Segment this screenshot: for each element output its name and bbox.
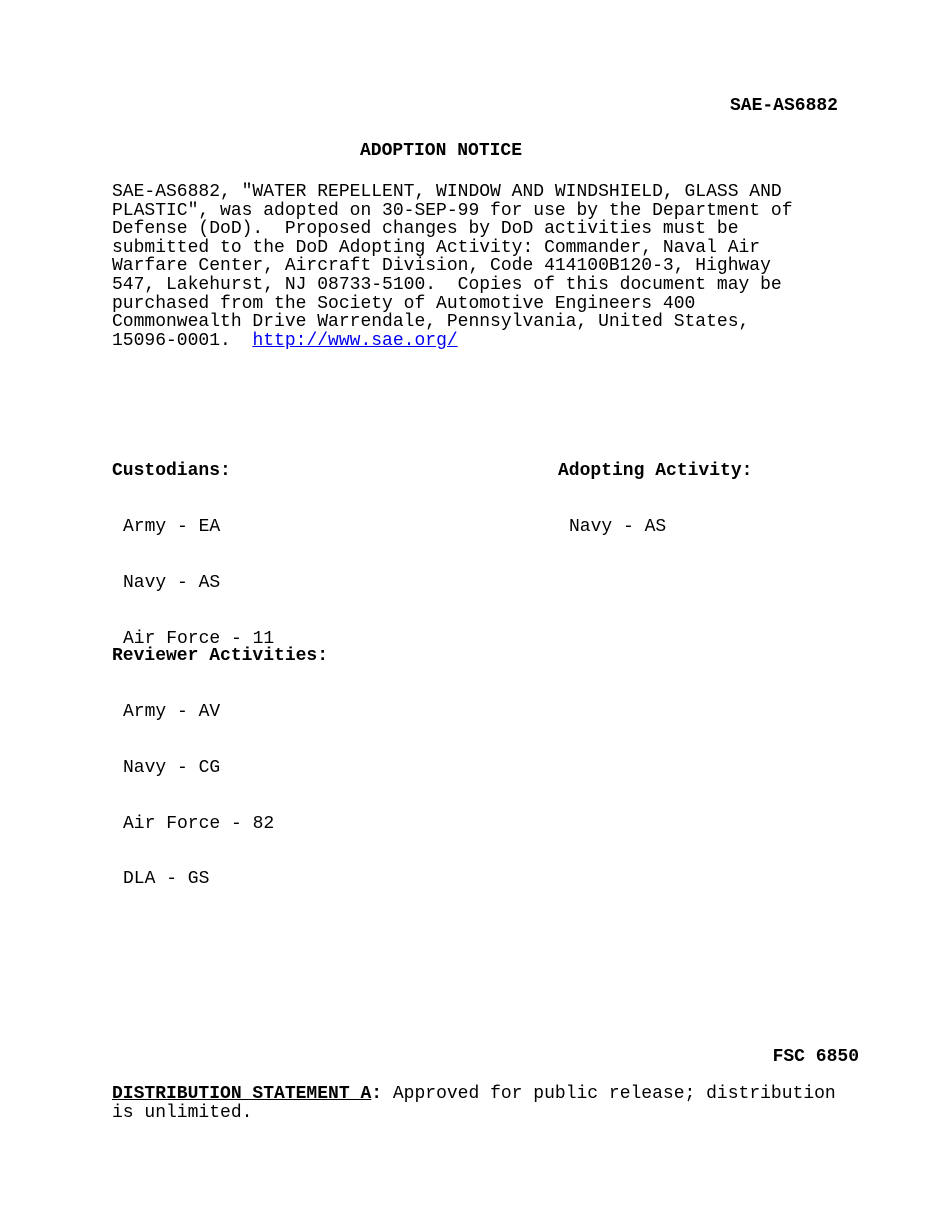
- body-line-text: 15096-0001.: [112, 330, 253, 351]
- fsc-code: FSC 6850: [772, 1047, 859, 1067]
- page-title: ADOPTION NOTICE: [360, 141, 523, 161]
- adoption-notice-body: [112, 183, 852, 350]
- list-item: Army - AV: [123, 701, 221, 722]
- list-item: Air Force - 11: [123, 628, 275, 649]
- body-line: PLASTIC", was adopted on 30-SEP-99 for use by the Department of: [112, 200, 793, 221]
- distribution-statement: [112, 1085, 872, 1122]
- list-item: Air Force - 82: [123, 813, 275, 834]
- body-line: Commonwealth Drive Warrendale, Pennsylvania, United States,: [112, 312, 750, 333]
- adopting-activity-heading: Adopting Activity:: [558, 461, 753, 482]
- list-item: DLA - GS: [123, 869, 210, 890]
- body-line: Defense (DoD). Proposed changes by DoD activities must be: [112, 219, 739, 240]
- sae-website-link[interactable]: http://www.sae.org/: [252, 330, 458, 351]
- body-line-last: [112, 332, 852, 351]
- list-item: Navy - AS: [123, 572, 221, 593]
- body-line: Warfare Center, Aircraft Division, Code 414100B120-3, Highway: [112, 256, 771, 277]
- document-id: SAE-AS6882: [729, 96, 838, 116]
- reviewer-activities-heading: Reviewer Activities:: [112, 646, 329, 667]
- distribution-label: DISTRIBUTION STATEMENT A: [112, 1084, 372, 1104]
- adopting-activity-section: [558, 425, 752, 555]
- list-item: Navy - AS: [569, 516, 667, 537]
- custodians-heading: Custodians:: [112, 461, 231, 482]
- distribution-line: is unlimited.: [112, 1102, 253, 1123]
- list-item: Army - EA: [123, 516, 221, 537]
- body-line: submitted to the DoD Adopting Activity: Commander, Naval Air: [112, 237, 761, 258]
- list-item: Navy - CG: [123, 757, 221, 778]
- reviewer-activities-section: [112, 610, 328, 908]
- body-line: purchased from the Society of Automotive Engineers 400: [112, 293, 696, 314]
- distribution-line: [112, 1085, 872, 1104]
- distribution-colon: :: [371, 1084, 383, 1104]
- body-line: SAE-AS6882, "WATER REPELLENT, WINDOW AND WINDSHIELD, GLASS AND: [112, 182, 782, 202]
- distribution-text: Approved for public release; distribution: [382, 1084, 836, 1104]
- body-line: 547, Lakehurst, NJ 08733-5100. Copies of this document may be: [112, 274, 782, 295]
